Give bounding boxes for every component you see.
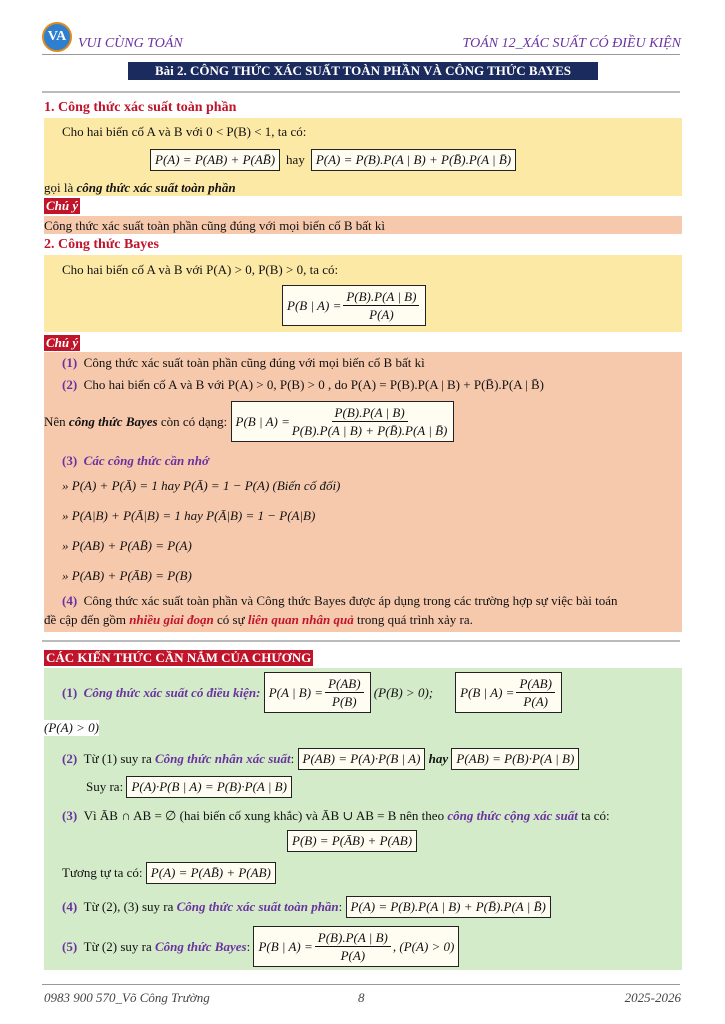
named-formula: công thức xác suất toàn phần bbox=[76, 180, 236, 195]
summary-k2: (2) Từ (1) suy ra Công thức nhân xác suất : P(AB) = P(A)·P(B | A) hay P(AB) = P(B)·P(A | B) bbox=[62, 748, 579, 770]
k2-prefix: Từ (1) suy ra bbox=[83, 751, 152, 766]
named-prefix: gọi là bbox=[44, 180, 74, 195]
k3-formula: P(B) = P(ĀB) + P(AB) bbox=[287, 830, 417, 852]
item-number: (1) bbox=[62, 684, 78, 700]
item-number: (4) bbox=[62, 899, 78, 914]
note2-item3 bbox=[62, 453, 209, 469]
title-divider bbox=[42, 91, 680, 93]
item-number: (4) bbox=[62, 593, 78, 608]
section1-heading: 1. Công thức xác suất toàn phần bbox=[44, 100, 237, 115]
k1-numerator: P(AB) bbox=[325, 675, 363, 693]
k1-condition: (P(B) > 0); bbox=[373, 684, 434, 700]
k4-formula: P(A) = P(B).P(A | B) + P(B̄).P(A | B̄) bbox=[346, 896, 551, 918]
bayes-extended-formula bbox=[231, 401, 455, 442]
header-right: TOÁN 12_XÁC SUẤT CÓ ĐIỀU KIỆN bbox=[462, 36, 681, 51]
remember-formula-3: » P(AB) + P(AB̄) = P(A) bbox=[62, 538, 192, 553]
bayes-lhs: P(B | A) = bbox=[287, 297, 342, 313]
summary-k3 bbox=[62, 808, 610, 824]
k2-formula3: P(A)·P(B | A) = P(B)·P(A | B) bbox=[126, 776, 292, 798]
note2-item2 bbox=[62, 377, 544, 393]
conditional-formula-ba bbox=[455, 672, 562, 713]
bayes-denominator: P(A) bbox=[369, 307, 394, 322]
summary-heading: CÁC KIẾN THỨC CẦN NẮM CỦA CHƯƠNG bbox=[46, 650, 312, 665]
item-number: (1) bbox=[62, 355, 78, 370]
bayes-fraction bbox=[343, 288, 419, 323]
or-word: hay bbox=[286, 152, 305, 167]
note1-label: Chú ý bbox=[46, 198, 79, 213]
k3-text-b: ta có: bbox=[581, 808, 610, 823]
note2-item4-text-d: có sự bbox=[216, 612, 245, 627]
item-number: (2) bbox=[62, 377, 78, 392]
bayes-suffix: còn có dạng: bbox=[160, 413, 228, 429]
section2-intro: Cho hai biến cố A và B với P(A) > 0, P(B) > 0, ta có: bbox=[62, 262, 339, 277]
logo: VA bbox=[42, 22, 72, 52]
k4-label: Công thức xác suất toàn phần bbox=[176, 899, 339, 914]
bayes-extended-numerator: P(B).P(A | B) bbox=[332, 404, 408, 422]
k1-fraction bbox=[325, 675, 363, 710]
highlight-multistage: nhiều giai đoạn bbox=[129, 612, 214, 627]
bayes-extended-lhs: P(B | A) = bbox=[235, 413, 290, 429]
k1-lhs2: P(B | A) = bbox=[460, 684, 515, 700]
summary-divider bbox=[42, 640, 680, 642]
note1-text: Công thức xác suất toàn phần cũng đúng với mọi biến cố B bất kì bbox=[44, 218, 386, 233]
k1-numerator2: P(AB) bbox=[516, 675, 554, 693]
summary-k3-tt bbox=[62, 862, 276, 884]
highlight-causal: liên quan nhân quả bbox=[247, 612, 354, 627]
bayes-prefix: Nên bbox=[44, 413, 66, 429]
page-number: 8 bbox=[358, 990, 365, 1005]
section1-intro: Cho hai biến cố A và B với 0 < P(B) < 1, ta có: bbox=[62, 124, 307, 139]
note2-item4 bbox=[62, 593, 618, 609]
footer-divider bbox=[42, 984, 680, 985]
header-divider bbox=[42, 54, 680, 55]
k3-tt: Tương tự ta có: bbox=[62, 865, 143, 880]
note2-item3-text: Các công thức cần nhớ bbox=[83, 453, 209, 468]
summary-k2-suy bbox=[86, 776, 292, 798]
remember-formula-4: » P(AB) + P(ĀB) = P(B) bbox=[62, 568, 192, 583]
item-number: (5) bbox=[62, 938, 78, 954]
k5-numerator: P(B).P(A | B) bbox=[315, 929, 391, 947]
bayes-extended-denominator: P(B).P(A | B) + P(B̄).P(A | B̄) bbox=[291, 423, 448, 438]
k5-label: Công thức Bayes bbox=[154, 938, 247, 954]
k4-prefix: Từ (2), (3) suy ra bbox=[83, 899, 174, 914]
k5-formula bbox=[253, 926, 459, 967]
formula-total-a: P(A) = P(AB) + P(AB̄) bbox=[150, 149, 280, 171]
conditional-formula-ab bbox=[264, 672, 371, 713]
section1-named bbox=[44, 180, 236, 196]
k1-denominator: P(B) bbox=[332, 694, 357, 709]
footer-year: 2025-2026 bbox=[624, 990, 681, 1005]
k2-suy: Suy ra: bbox=[86, 779, 124, 794]
summary-k5: (5) Từ (2) suy ra Công thức Bayes : P(B | A) = $\frac{P(B).P(A | B)}{P(A)}$ , (P(A) > 0) bbox=[62, 926, 459, 967]
k1-denominator2: P(A) bbox=[523, 694, 548, 709]
bayes-numerator: P(B).P(A | B) bbox=[343, 288, 419, 306]
k3-formula2: P(A) = P(AB̄) + P(AB) bbox=[146, 862, 276, 884]
note2-bayes-row bbox=[44, 401, 454, 442]
note2-item1-text: Công thức xác suất toàn phần cũng đúng với mọi biến cố B bất kì bbox=[83, 355, 425, 370]
k2-formula1: P(AB) = P(A)·P(B | A) bbox=[298, 748, 426, 770]
k1-fraction2 bbox=[516, 675, 554, 710]
note2-item4-text-b: đề cập đến gồm bbox=[44, 612, 126, 627]
bayes-named: công thức Bayes bbox=[68, 413, 158, 429]
note2-label: Chú ý bbox=[46, 335, 79, 350]
note2-item4-text-a: Công thức xác suất toàn phần và Công thức Bayes được áp dụng trong các trường hợp sự việc bài toán bbox=[83, 593, 618, 608]
k3-label: công thức cộng xác suất bbox=[447, 808, 578, 823]
bayes-formula bbox=[282, 285, 426, 326]
footer-author: 0983 900 570_Võ Công Trường bbox=[44, 990, 210, 1005]
formula-total-b: P(A) = P(B).P(A | B) + P(B̄).P(A | B̄) bbox=[311, 149, 516, 171]
section1-formulas bbox=[150, 149, 516, 171]
k5-fraction bbox=[315, 929, 391, 964]
k5-lhs: P(B | A) = bbox=[258, 938, 313, 954]
k2-formula2: P(AB) = P(B)·P(A | B) bbox=[451, 748, 579, 770]
k1-lhs: P(A | B) = bbox=[268, 684, 324, 700]
remember-formula-2: » P(A|B) + P(Ā|B) = 1 hay P(Ā|B) = 1 − P(A|B) bbox=[62, 508, 316, 523]
item-number: (3) bbox=[62, 453, 78, 468]
k2-label: Công thức nhân xác suất bbox=[154, 751, 291, 766]
note2-item1 bbox=[62, 355, 425, 371]
note2-item4-text-f: trong quá trình xảy ra. bbox=[356, 612, 473, 627]
page-title: Bài 2. CÔNG THỨC XÁC SUẤT TOÀN PHẦN VÀ CÔNG THỨC BAYES bbox=[128, 62, 598, 80]
section2-heading: 2. Công thức Bayes bbox=[44, 237, 159, 252]
k5-denominator: P(A) bbox=[340, 948, 366, 963]
item-number: (3) bbox=[62, 808, 78, 823]
k3-text-a: Vì ĀB ∩ AB = ∅ (hai biến cố xung khắc) và ĀB ∪ AB = B nên theo bbox=[83, 808, 445, 823]
bayes-extended-fraction bbox=[292, 404, 448, 439]
remember-formula-1: » P(A) + P(Ā) = 1 hay P(Ā) = 1 − P(A) (Biến cố đối) bbox=[62, 478, 341, 493]
header-left: VUI CÙNG TOÁN bbox=[78, 36, 183, 51]
note2-item4-line2 bbox=[44, 612, 473, 628]
k2-hay: hay bbox=[428, 751, 449, 766]
k5-prefix: Từ (2) suy ra bbox=[83, 938, 152, 954]
k1-label: Công thức xác suất có điều kiện: bbox=[83, 684, 261, 700]
summary-k4: (4) Từ (2), (3) suy ra Công thức xác suất toàn phần : P(A) = P(B).P(A | B) + P(B̄).P(A | B̄) bbox=[62, 896, 551, 918]
k1-condition2: (P(A) > 0) bbox=[44, 720, 99, 735]
summary-k1 bbox=[62, 672, 562, 713]
note2-item2-text: Cho hai biến cố A và B với P(A) > 0, P(B) > 0 , do P(A) = P(B).P(A | B) + P(B̄).P(A | B̄) bbox=[83, 377, 544, 392]
k5-condition: , (P(A) > 0) bbox=[392, 938, 455, 954]
item-number: (2) bbox=[62, 751, 78, 766]
